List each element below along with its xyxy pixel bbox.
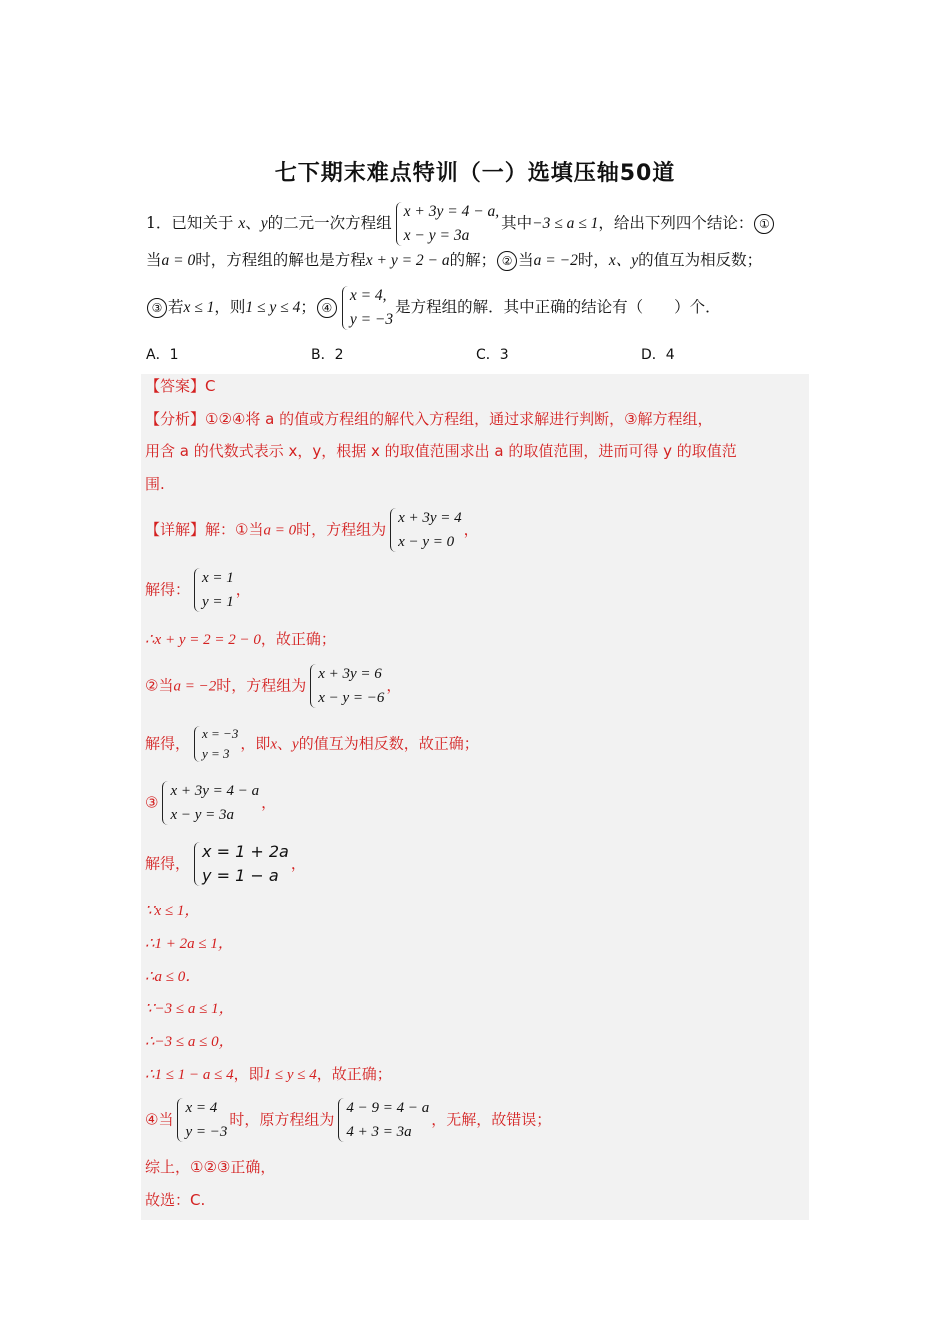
detail-line-7: 解得， x = 1 + 2a y = 1 − a ，: [145, 840, 805, 888]
analysis-line-1: 【分析】①②④将 a 的值或方程组的解代入方程组，通过求解进行判断，③解方程组，: [145, 410, 713, 428]
detail-line-14: ④当 x = 4 y = −3 时，原方程组为 4 − 9 = 4 − a 4 + 3 = 3a ，无解，故错误；: [145, 1096, 805, 1144]
detail-line-13: ∴1 ≤ 1 − a ≤ 4，即1 ≤ y ≤ 4，故正确；: [145, 1065, 392, 1083]
detail-line-5: 解得， x = −3 y = 3 ，即x、y的值互为相反数，故正确；: [145, 724, 805, 764]
equation-system: 4 − 9 = 4 − a 4 + 3 = 3a: [336, 1096, 429, 1144]
circled-number-2: ②: [497, 251, 517, 271]
option-b: B．2: [311, 347, 344, 363]
detail-line-4: ②当a = −2时，方程组为 x + 3y = 6 x − y = −6 ，: [145, 662, 805, 710]
option-d: D．4: [641, 347, 675, 363]
detail-line-3: ∴x + y = 2 = 2 − 0，故正确；: [145, 630, 336, 648]
analysis-line-3: 围.: [145, 475, 165, 493]
solution-pair: x = 4, y = −3: [340, 284, 393, 332]
equation-system: x + 3y = 4 − a, x − y = 3a: [394, 200, 500, 248]
analysis-line-2: 用含 a 的代数式表示 x，y，根据 x 的取值范围求出 a 的取值范围，进而可得 y 的取值范: [145, 442, 737, 460]
option-c: C．3: [476, 347, 509, 363]
question-number: 1．: [146, 214, 172, 232]
question-line-2: 当a = 0时，方程组的解也是方程x + y = 2 − a的解； ② 当a = −2时，x、y的值互为相反数；: [146, 251, 763, 269]
detail-line-16: 故选：C.: [145, 1191, 206, 1209]
answer-line: 【答案】C: [145, 377, 216, 395]
page-title: 七下期末难点特训（一）选填压轴50道: [274, 161, 676, 186]
answer-value: C: [205, 377, 216, 395]
equation-system: x = 1 y = 1: [192, 566, 234, 614]
question-line-3: ③ 若x ≤ 1，则1 ≤ y ≤ 4； ④ x = 4, y = −3 是方程组的解．其中正确的结论有（ ）个．: [146, 284, 816, 332]
detail-line-15: 综上，①②③正确，: [145, 1158, 276, 1176]
detail-line-9: ∴1 + 2a ≤ 1，: [145, 936, 233, 952]
equation-system: x = 1 + 2a y = 1 − a: [192, 840, 289, 888]
circled-number-4: ④: [317, 298, 337, 318]
equation-system: x + 3y = 6 x − y = −6: [308, 662, 384, 710]
equation-system: x = 4 y = −3: [175, 1096, 227, 1144]
detail-line-1: 【详解】解：①当a = 0时，方程组为 x + 3y = 4 x − y = 0 ，: [145, 506, 805, 554]
question-line-1: 1．已知关于 x、y的二元一次方程组 x + 3y = 4 − a, x − y = 3a 其中−3 ≤ a ≤ 1，给出下列四个结论： ①: [146, 200, 816, 248]
option-a: A．1: [146, 347, 179, 363]
circled-number-1: ①: [754, 214, 774, 234]
detail-line-12: ∴−3 ≤ a ≤ 0，: [145, 1034, 234, 1050]
detail-line-10: ∴a ≤ 0．: [145, 969, 201, 985]
detail-line-6: ③ x + 3y = 4 − a x − y = 3a ，: [145, 779, 805, 827]
equation-system: x + 3y = 4 − a x − y = 3a: [160, 779, 259, 827]
solution-block: [141, 374, 809, 1220]
equation-system: x = −3 y = 3: [192, 724, 238, 764]
circled-number-3: ③: [147, 298, 167, 318]
detail-line-8: ∵x ≤ 1，: [145, 903, 200, 919]
detail-line-11: ∵−3 ≤ a ≤ 1，: [145, 1001, 234, 1017]
equation-system: x + 3y = 4 x − y = 0: [388, 506, 462, 554]
detail-line-2: 解得： x = 1 y = 1 ，: [145, 566, 805, 614]
